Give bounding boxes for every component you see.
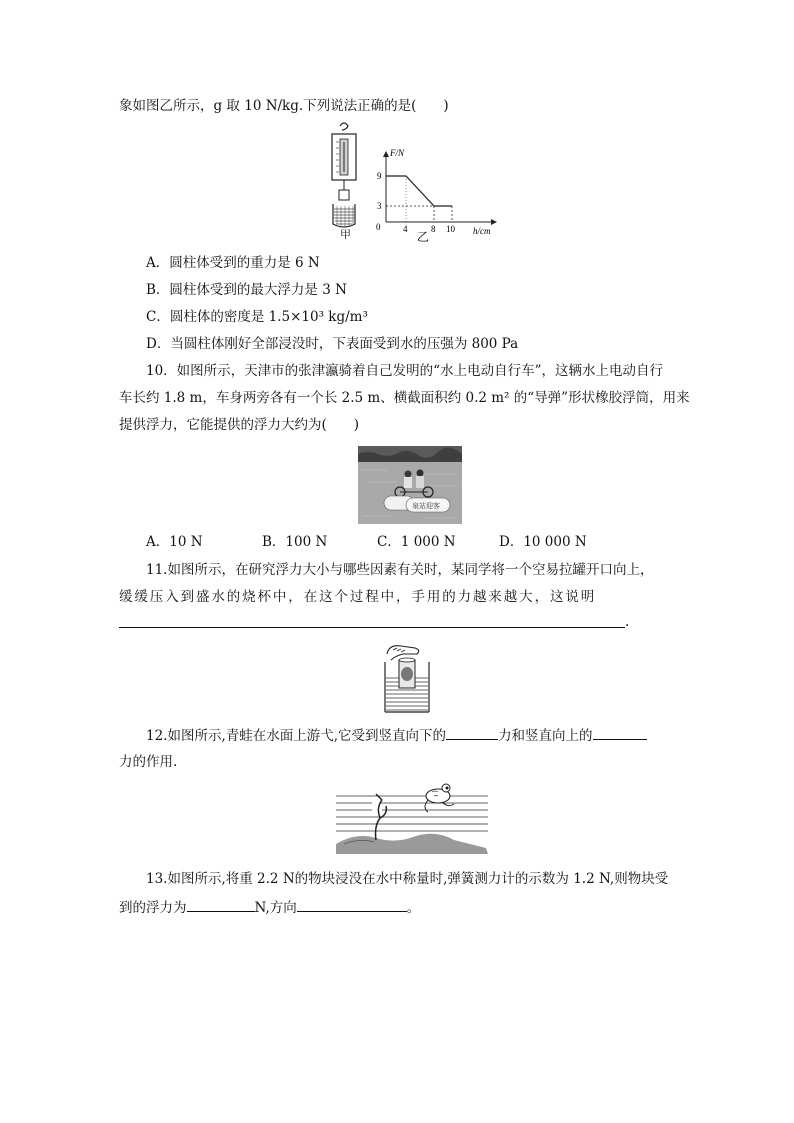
q12-blank-2[interactable] [593,725,647,740]
q13-line1: 13.如图所示,将重 2.2 N的物块浸没在水中称量时,弹簧测力计的示数为 1.2 N,则物块受 [146,871,669,887]
q11-line2: 缓 缓 压 入 到 盛 水 的 烧 杯 中 ， 在 这 个 过 程 中 ， 手 用 的 力 越 来 越 大 ， 这 说 明 [119,589,594,605]
q13-text-a: 到的浮力为 [119,900,187,916]
q9-stem-tail: 象如图乙所示，g 取 10 N/kg.下列说法正确的是( ) [119,98,449,114]
graph-x-tick: 4 [403,224,408,234]
q11-line1: 11.如图所示，在研究浮力大小与哪些因素有关时，某同学将一个空易拉罐开口向上， [146,562,654,578]
float-text: 泉站迎客 [412,502,440,510]
can-in-beaker-figure [381,640,433,716]
water-bicycle-photo [358,446,462,524]
q9-option-d: D．当圆柱体刚好全部浸没时，下表面受到水的压强为 800 Pa [146,336,519,352]
fig-label-yi: 乙 [417,230,430,244]
q10-line2: 车长约 1.8 m，车身两旁各有一个长 2.5 m、横截面积约 0.2 m² 的“导弹”形状橡胶浮筒，用来 [119,390,690,406]
q12-line2: 力的作用. [119,754,178,770]
q9-option-a: A．圆柱体受到的重力是 6 N [146,255,320,271]
q13-blank-2[interactable] [297,897,407,912]
q12-text-a: 12.如图所示,青蛙在水面上游弋,它受到竖直向下的 [146,728,447,744]
fig-label-jia: 甲 [340,228,351,241]
q11-line3-end: . [625,614,630,630]
graph-y-tick: 3 [377,201,382,211]
q12-line1 [146,725,647,746]
graph-x-tick: 8 [431,224,436,234]
graph-y-tick: 9 [377,171,382,181]
q10-option-a: A．10 N [146,534,203,550]
q10-option-b: B．100 N [262,534,328,550]
q10-line3: 提供浮力，它能提供的浮力大约为( ) [119,417,360,433]
q13-text-c: 。 [406,900,421,916]
graph-origin: 0 [376,222,381,232]
graph-x-axis-label: h/cm [473,226,491,236]
q12-blank-1[interactable] [446,725,498,740]
graph-y-axis-label: F/N [390,148,405,158]
q12-text-b: 力和竖直向上的 [498,728,593,744]
spring-scale-figure [326,120,366,245]
q10-option-d: D．10 000 N [499,534,587,550]
q13-blank-1[interactable] [187,897,255,912]
q9-option-b: B．圆柱体受到的最大浮力是 3 N [146,282,347,298]
q13-text-b: N,方向 [254,900,297,916]
frog-in-water-figure [336,778,488,856]
q10-option-c: C．1 000 N [377,534,456,550]
graph-x-tick: 10 [446,224,455,234]
q9-option-c: C．圆柱体的密度是 1.5×10³ kg/m³ [146,309,368,325]
force-depth-graph [368,140,503,240]
q11-answer-blank[interactable] [119,613,625,628]
q13-line2 [119,897,420,918]
q10-line1: 10．如图所示，天津市的张津瀛骑着自己发明的“水上电动自行车”，这辆水上电动自行 [146,363,663,379]
